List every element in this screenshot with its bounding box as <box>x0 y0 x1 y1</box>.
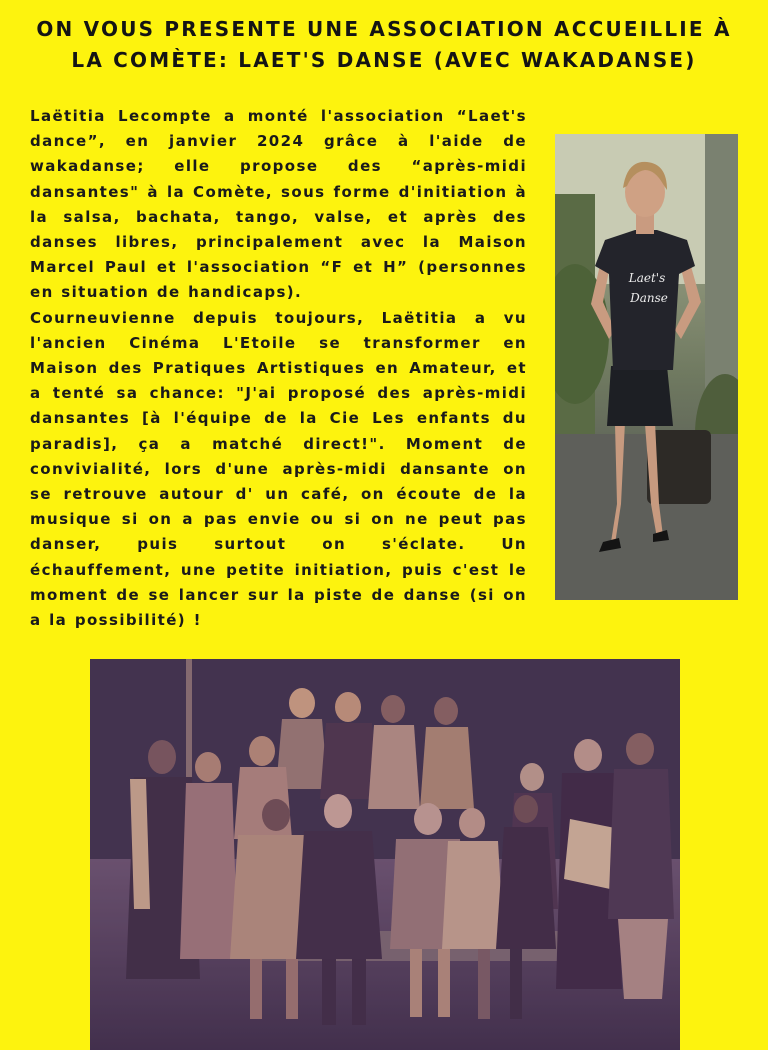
duotone-tint <box>90 659 680 1050</box>
portrait-illustration <box>555 134 738 600</box>
page-title: ON VOUS PRESENTE UNE ASSOCIATION ACCUEILLIE À LA COMÈTE: LAET'S DANSE (AVEC WAKADANSE) <box>36 17 732 72</box>
group-illustration <box>90 659 680 1050</box>
shirt-text-line1: Laet's <box>628 271 666 285</box>
group-photo <box>90 659 680 1050</box>
article-body <box>30 104 527 633</box>
shirt-text-line2: Danse <box>630 291 668 305</box>
skirt <box>607 366 673 426</box>
portrait-photo <box>555 134 738 600</box>
article-paragraph: Laëtitia Lecompte a monté l'association “Laet's dance”, en janvier 2024 grâce à l'aide de wakadanse; elle propose des “après-midi dansantes" à la Comète, sous forme d'initiation à la salsa, bachata, tango, valse, et après des danses libres, principalement avec la Maison Marcel Paul et l'association “F et H” (personnes en situation de handicaps). <box>30 107 527 302</box>
article-paragraph: Courneuvienne depuis toujours, Laëtitia a vu l'ancien Cinéma L'Etoile se transformer en Maison des Pratiques Artistiques en Amateur, et a tenté sa chance: "J'ai proposé des après-midi dansantes [à l'équipe de la Cie Les enfants du paradis], ça a matché direct!". Moment de convivialité, lors d'une après-midi dansante on se retrouve autour d' un café, on écoute de la musique si on a pas envie ou si on ne peut pas danser, puis surtout on s'éclate. Un échauffement, une petite initiation, puis c'est le moment de se lancer sur la piste de danse (si on a la possibilité) ! <box>30 308 527 630</box>
